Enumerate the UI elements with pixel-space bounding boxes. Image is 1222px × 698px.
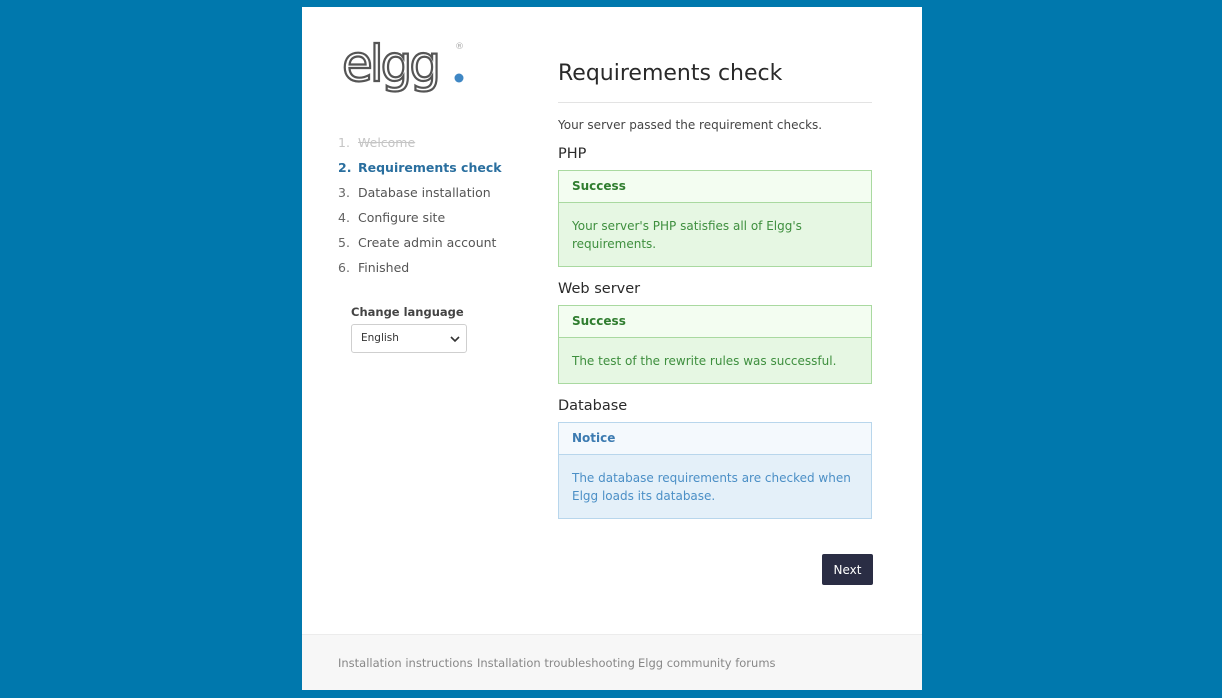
chevron-down-icon (450, 326, 460, 364)
step-label: Database installation (358, 185, 491, 200)
install-steps (338, 130, 502, 280)
status-message: Your server's PHP satisfies all of Elgg's requirements. (559, 203, 871, 266)
registered-mark: ® (455, 42, 464, 52)
status-title: Success (559, 171, 871, 203)
step-number: 5. (338, 235, 350, 250)
status-title: Success (559, 306, 871, 338)
step-number: 6. (338, 260, 350, 275)
installation-instructions-link[interactable]: Installation instructions (338, 656, 473, 670)
section-heading-php: PHP (558, 146, 587, 162)
web-server-success-box (558, 305, 872, 384)
page-title: Requirements check (558, 57, 872, 103)
next-button[interactable]: Next (822, 554, 873, 585)
step-number: 4. (338, 210, 350, 225)
status-title: Notice (559, 423, 871, 455)
step-requirements-check (338, 155, 502, 180)
elgg-logo (342, 33, 468, 99)
section-heading-database: Database (558, 398, 628, 414)
status-message: The database requirements are checked when Elgg loads its database. (559, 455, 871, 518)
status-message: The test of the rewrite rules was successful. (559, 338, 871, 383)
main-content (558, 57, 872, 519)
step-label: Finished (358, 260, 410, 275)
step-welcome (338, 130, 502, 155)
change-language-label: Change language (351, 305, 464, 319)
section-heading-web-server: Web server (558, 281, 641, 297)
svg-text:elgg: elgg (342, 35, 439, 93)
step-configure-site (338, 205, 502, 230)
elgg-community-forums-link[interactable]: Elgg community forums (638, 656, 776, 670)
step-database-installation (338, 180, 502, 205)
step-label: Requirements check (358, 160, 502, 175)
step-label: Configure site (358, 210, 446, 225)
step-number: 1. (338, 135, 350, 150)
installation-troubleshooting-link[interactable]: Installation troubleshooting (477, 656, 635, 670)
step-finished (338, 255, 502, 280)
step-label: Welcome (358, 135, 416, 150)
elgg-logo-graphic (342, 33, 468, 99)
intro-text: Your server passed the requirement checks. (558, 118, 823, 132)
language-select[interactable] (351, 324, 467, 353)
step-number: 2. (338, 160, 352, 175)
footer (302, 634, 922, 690)
language-select-value: English (361, 332, 399, 344)
database-notice-box (558, 422, 872, 519)
step-create-admin-account (338, 230, 502, 255)
installer-card (302, 7, 922, 689)
step-number: 3. (338, 185, 350, 200)
step-label: Create admin account (358, 235, 497, 250)
php-success-box (558, 170, 872, 267)
